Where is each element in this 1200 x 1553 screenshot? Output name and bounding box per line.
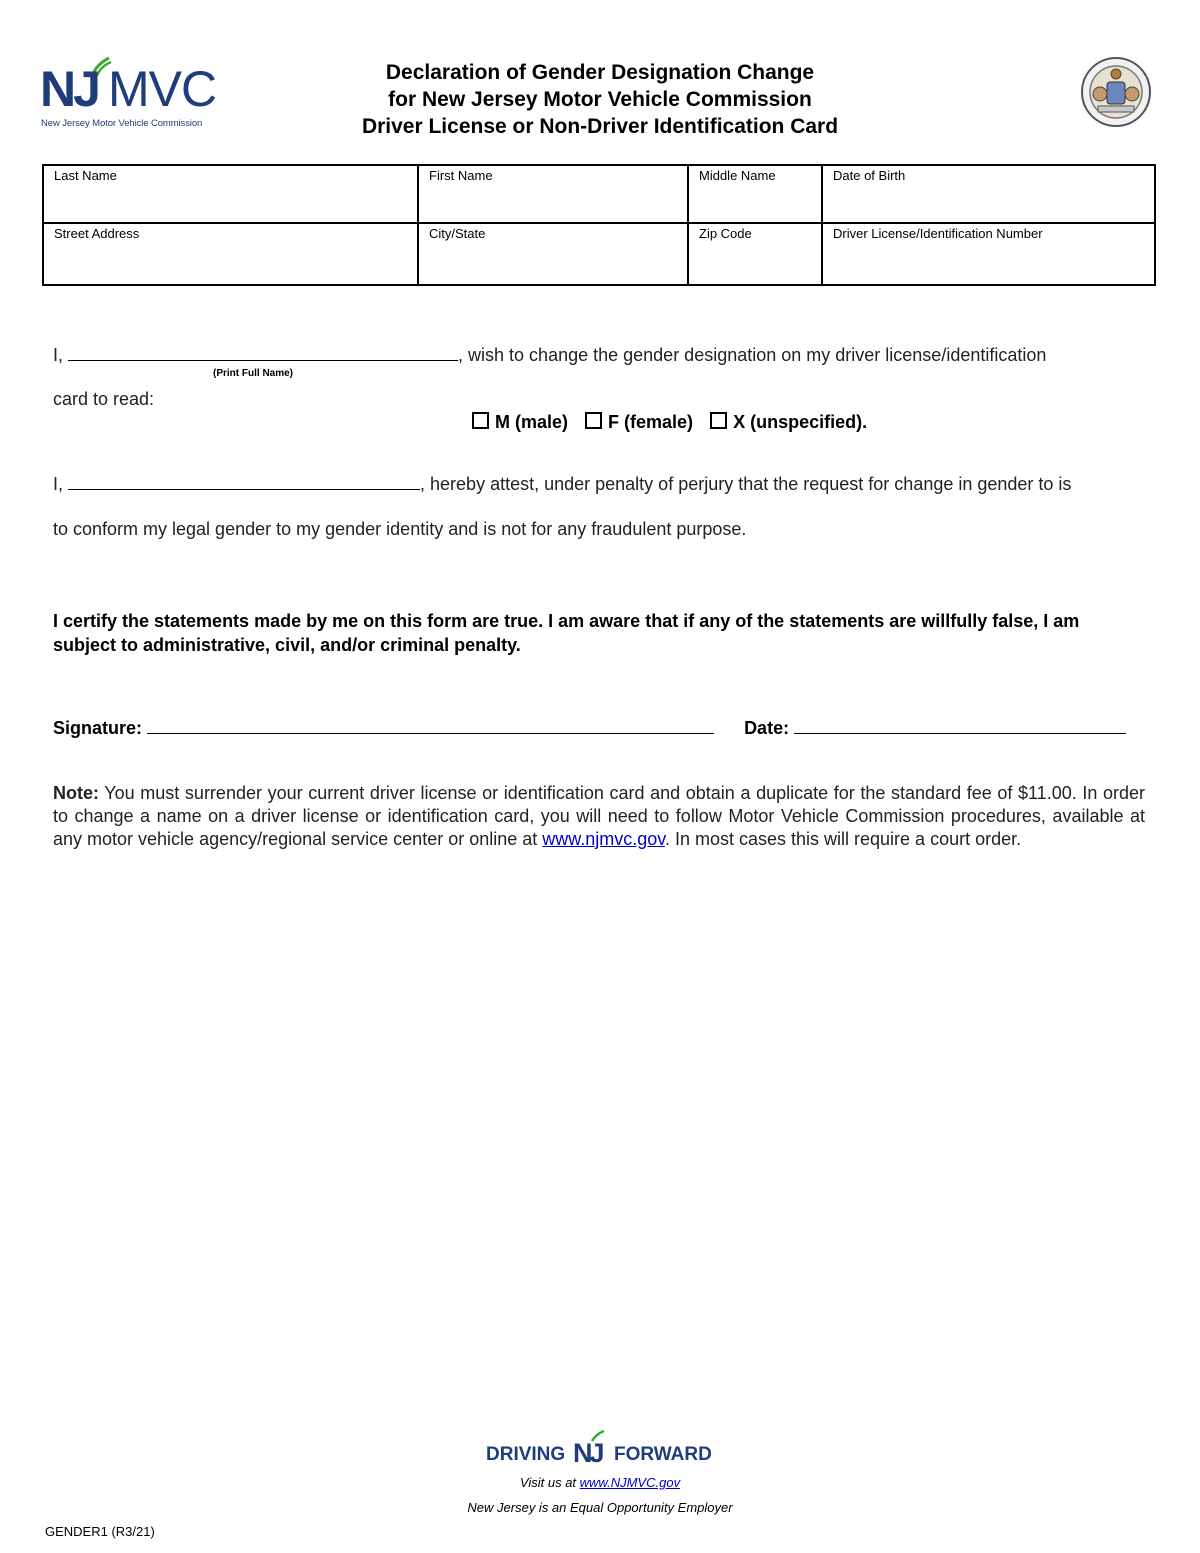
- street-address-field[interactable]: [43, 223, 418, 285]
- logo-mvc-text: MVC: [108, 61, 217, 117]
- declaration-i: I,: [53, 345, 64, 365]
- declaration-line-1-text: , wish to change the gender designation on my driver license/identification: [458, 345, 1047, 365]
- print-name-note: (Print Full Name): [213, 368, 294, 379]
- option-unspecified[interactable]: [710, 412, 867, 432]
- field-label: Street Address: [54, 226, 140, 241]
- middle-name-field[interactable]: [688, 165, 822, 223]
- note-paragraph: [53, 782, 1145, 851]
- table-row: [43, 223, 1155, 285]
- gender-options: [472, 412, 879, 433]
- date-of-birth-field[interactable]: [822, 165, 1155, 223]
- attest-i: I,: [53, 474, 64, 494]
- nj-state-seal-icon: [1080, 56, 1152, 128]
- option-male-label: M (male): [495, 412, 569, 432]
- visit-prefix: Visit us at: [519, 1475, 580, 1490]
- checkbox-female[interactable]: [585, 412, 602, 429]
- date-label: Date:: [744, 718, 790, 738]
- logo-nj-text: NJ: [40, 61, 98, 117]
- option-female[interactable]: [585, 412, 693, 432]
- field-label: City/State: [429, 226, 486, 241]
- certification-statement: I certify the statements made by me on this form are true. I am aware that if any of the statements are willfully false, I am subject to administrative, civil, and/or criminal penalty.: [53, 611, 1080, 655]
- attest-line-1: [53, 474, 1071, 495]
- full-name-field[interactable]: [68, 359, 458, 361]
- checkbox-unspecified[interactable]: [710, 412, 727, 429]
- footer-njmvc-link[interactable]: www.NJMVC.gov: [579, 1475, 681, 1490]
- field-label: First Name: [429, 168, 493, 183]
- title-line-2: for New Jersey Motor Vehicle Commission: [388, 88, 812, 111]
- field-label: Last Name: [54, 168, 117, 183]
- last-name-field[interactable]: [43, 165, 418, 223]
- visit-us-line: [400, 1475, 800, 1490]
- option-female-label: F (female): [608, 412, 694, 432]
- note-label: Note:: [53, 783, 99, 803]
- page-title: [250, 59, 950, 140]
- license-number-field[interactable]: [822, 223, 1155, 285]
- date-field[interactable]: [794, 732, 1126, 734]
- applicant-info-table: [42, 164, 1156, 286]
- field-label: Date of Birth: [833, 168, 906, 183]
- declaration-line-2: card to read:: [53, 389, 155, 409]
- attest-name-field[interactable]: [68, 488, 420, 490]
- checkbox-male[interactable]: [472, 412, 489, 429]
- title-line-3: Driver License or Non-Driver Identification Card: [361, 115, 839, 138]
- attest-line-1-text: , hereby attest, under penalty of perjury that the request for change in gender to is: [420, 474, 1072, 494]
- field-label: Zip Code: [699, 226, 752, 241]
- field-label: Driver License/Identification Number: [833, 226, 1043, 241]
- brand-driving: DRIVING: [486, 1444, 566, 1465]
- equal-opportunity-line: New Jersey is an Equal Opportunity Employer: [467, 1500, 733, 1515]
- brand-forward: FORWARD: [614, 1444, 712, 1465]
- driving-nj-forward-logo: [486, 1430, 716, 1470]
- city-state-field[interactable]: [418, 223, 688, 285]
- form-number: GENDER1 (R3/21): [45, 1524, 155, 1539]
- table-row: [43, 165, 1155, 223]
- note-text-1: You must surrender your current driver license or identification card and obtain a duplicate for the standard fee of $11.00. In order to change a name on a driver license or identification card, you will need to follow Motor Vehicle Commission procedures, available at any motor vehicle agency/regional service center or online at: [53, 783, 1145, 849]
- note-text-2: . In most cases this will require a court order.: [664, 829, 1022, 849]
- signature-field[interactable]: [147, 732, 714, 734]
- signature-label: Signature:: [53, 718, 143, 738]
- title-line-1: Declaration of Gender Designation Change: [385, 61, 815, 84]
- attest-line-2: to conform my legal gender to my gender identity and is not for any fraudulent purpose.: [53, 519, 747, 539]
- brand-nj: NJ: [573, 1438, 602, 1468]
- field-label: Middle Name: [699, 168, 776, 183]
- option-male[interactable]: [472, 412, 568, 432]
- signature-row: [53, 718, 1126, 739]
- zip-code-field[interactable]: [688, 223, 822, 285]
- njmvc-link[interactable]: www.njmvc.gov: [542, 829, 665, 849]
- option-unspecified-label: X (unspecified).: [733, 412, 868, 432]
- first-name-field[interactable]: [418, 165, 688, 223]
- njmvc-logo: [40, 56, 230, 132]
- logo-subtitle: New Jersey Motor Vehicle Commission: [41, 118, 203, 129]
- declaration-line-1: [53, 345, 1046, 366]
